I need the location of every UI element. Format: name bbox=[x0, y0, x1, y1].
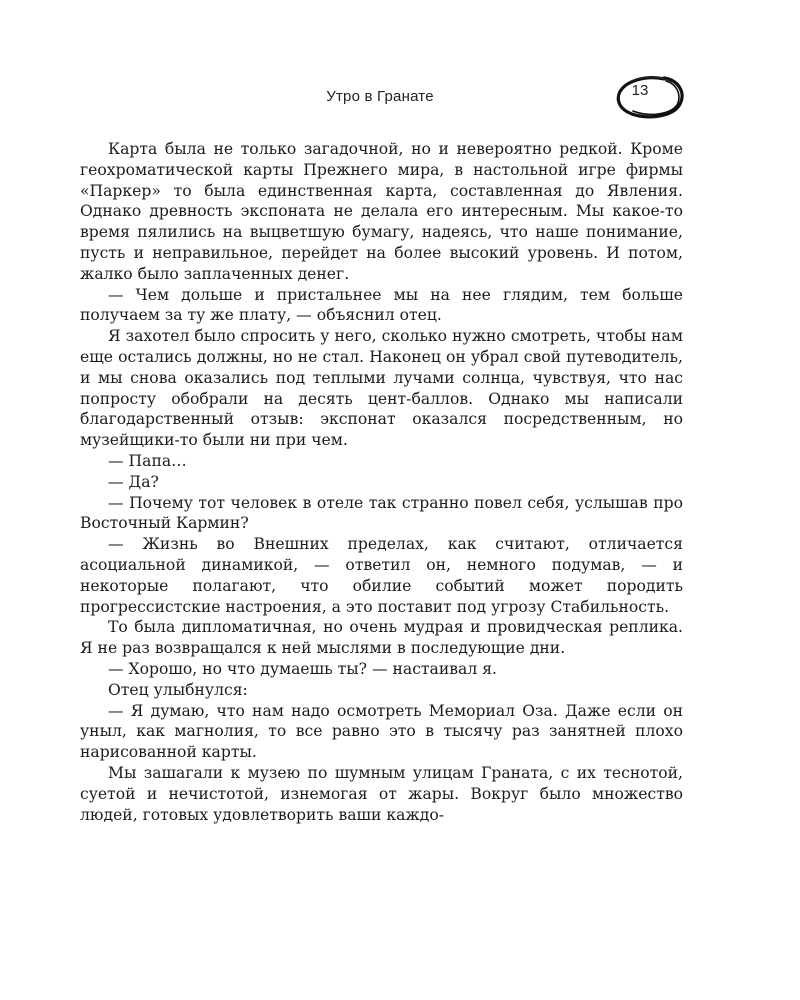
paragraph: Мы зашагали к музею по шумным улицам Граната, с их теснотой, суетой и нечистотой, изнемогая от жары. Вокруг было множество людей, готовых удовлетворить ваши каждо- bbox=[80, 763, 683, 824]
paragraph: — Жизнь во Внешних пределах, как считают, отличается асоциальной динамикой, — ответил он, немного подумав, — и некоторые полагают, что обилие событий может породить прогрессистские настроения, а это поставит под угрозу Стабильность. bbox=[80, 535, 683, 616]
paragraph: — Папа… bbox=[108, 451, 187, 470]
paragraph: — Да? bbox=[108, 472, 159, 491]
paragraph: Отец улыбнулся: bbox=[108, 680, 248, 699]
paragraph: — Почему тот человек в отеле так странно повел себя, услышав про Восточный Кармин? bbox=[80, 493, 683, 533]
paragraph: Я захотел было спросить у него, сколько нужно смотреть, чтобы нам еще остались должны, но не стал. Наконец он убрал свой путеводитель, и мы снова оказались под теплыми лучами солнца, чувствуя, что нас попросту обобрали на десять цент-баллов. Однако мы написали благодарственный отзыв: экспонат оказался посредственным, но музейщики-то были ни при чем. bbox=[80, 327, 683, 450]
page-number: 13 bbox=[631, 82, 649, 99]
paragraph: — Чем дольше и пристальнее мы на нее глядим, тем больше получаем за ту же плату, — объяснил отец. bbox=[80, 285, 683, 325]
body-text bbox=[80, 139, 683, 825]
running-header bbox=[80, 78, 680, 118]
running-title: Утро в Гранате bbox=[326, 88, 434, 105]
paragraph: То была дипломатичная, но очень мудрая и провидческая реплика. Я не раз возвращался к ней мыслями в последующие дни. bbox=[80, 618, 683, 658]
page-number-badge bbox=[606, 70, 696, 126]
paragraph: Карта была не только загадочной, но и невероятно редкой. Кроме геохроматической карты Прежнего мира, в настольной игре фирмы «Паркер» то была единственная карта, составленная до Явления. Однако древность экспоната не делала его интересным. Мы какое-то время пялились на выцветшую бумагу, надеясь, что наше понимание, пусть и неправильное, перейдет на более высокий уровень. И потом, жалко было заплаченных денег. bbox=[80, 140, 683, 283]
paragraph: — Хорошо, но что думаешь ты? — настаивал я. bbox=[108, 659, 497, 678]
paragraph: — Я думаю, что нам надо осмотреть Мемориал Оза. Даже если он уныл, как магнолия, то все равно это в тысячу раз занятней плохо нарисованной карты. bbox=[80, 701, 683, 762]
